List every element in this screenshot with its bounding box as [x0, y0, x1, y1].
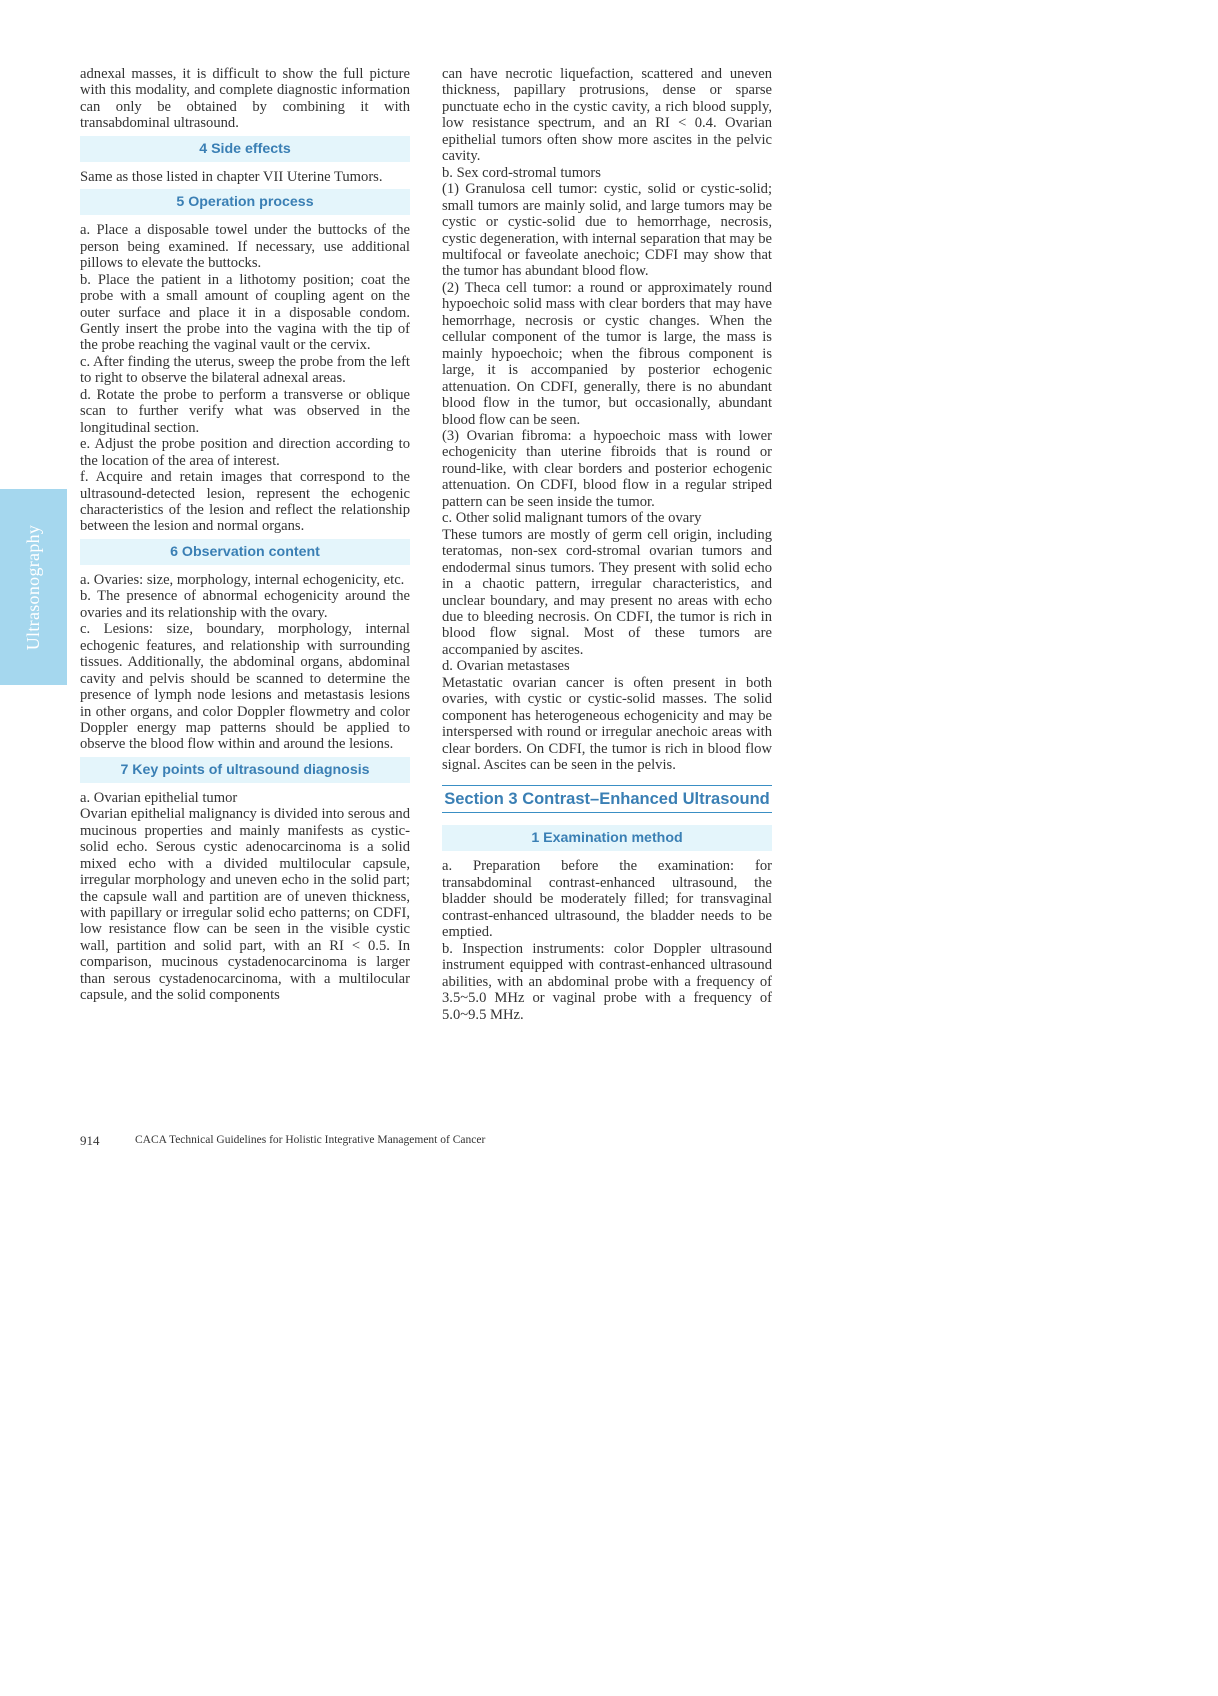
- key-point-b-2: (2) Theca cell tumor: a round or approximately round hypoechoic solid mass with clear borders that may have hemorrhage, necrosis or cystic changes. When the cellular component of the tumor is large, the mass is mainly hypoechoic; when the fibrous component is large, it is accompanied by posterior echogenic attenuation. On CDFI, generally, there is no abundant blood flow in the tumor, but occasionally, abundant blood flow can be seen.: [442, 279, 772, 428]
- key-point-b-title: b. Sex cord-stromal tumors: [442, 164, 601, 181]
- side-tab: [0, 489, 67, 685]
- heading-key-points: 7 Key points of ultrasound diagnosis: [80, 757, 410, 783]
- operation-item-e: e. Adjust the probe position and direction according to the location of the area of interest.: [80, 436, 410, 469]
- page-number: 914: [80, 1133, 100, 1148]
- heading-observation-content: 6 Observation content: [80, 539, 410, 565]
- key-point-d-title: d. Ovarian metastases: [442, 658, 570, 675]
- key-point-a-title: a. Ovarian epithelial tumor: [80, 789, 238, 806]
- key-point-a-text: Ovarian epithelial malignancy is divided into serous and mucinous properties and mainly manifests as cystic-solid echo. Serous cystic adenocarcinoma is a solid mixed echo with a divided multilocular capsule, irregular morphology and uneven echo in the solid part; the capsule wall and partition are of uneven thickness, with papillary or irregular solid echo patterns; on CDFI, low resistance flow can be seen in the visible cystic wall, partition and solid part, with an RI < 0.5. In comparison, mucinous cystadenocarcinoma is larger than serous cystadenocarcinoma, with a multilocular capsule, and the solid components: [80, 806, 410, 1004]
- side-tab-label: Ultrasonography: [23, 524, 44, 650]
- running-title: CACA Technical Guidelines for Holistic Integrative Management of Cancer: [135, 1134, 486, 1146]
- key-point-b-1: (1) Granulosa cell tumor: cystic, solid or cystic-solid; small tumors are mainly solid, and large tumors may be cystic or cystic-solid due to hemorrhage, necrosis, cystic degeneration, with internal separation that may be multifocal or faveolate anechoic; CDFI may show that the tumor has abundant blood flow.: [442, 181, 772, 280]
- observation-item-c: c. Lesions: size, boundary, morphology, internal echogenic features, and relationship with surrounding tissues. Additionally, the abdominal organs, abdominal cavity and pelvis should be scanned to determine the presence of lymph node lesions and metastasis lesions in other organs, and color Doppler flowmetry and color Doppler energy map patterns should be applied to observe the blood flow within and around the lesions.: [80, 621, 410, 753]
- intro-paragraph: adnexal masses, it is difficult to show the full picture with this modality, and complete diagnostic information can only be obtained by combining it with transabdominal ultrasound.: [80, 66, 410, 132]
- observation-item-b: b. The presence of abnormal echogenicity around the ovaries and its relationship with the ovary.: [80, 588, 410, 621]
- right-column: [442, 66, 772, 1023]
- key-point-c-text: These tumors are mostly of germ cell origin, including teratomas, non-sex cord-stromal ovarian tumors and endodermal sinus tumors. They present with solid echo in a chaotic pattern, irregular characteristics, and unclear boundary, and may present no areas with echo due to bleeding necrosis. On CDFI, the tumor is rich in blood flow signal. Most of these tumors are accompanied by ascites.: [442, 526, 772, 658]
- left-column: [80, 66, 410, 1004]
- exam-item-a: a. Preparation before the examination: for transabdominal contrast-enhanced ultrasound, the bladder should be moderately filled; for transvaginal contrast-enhanced ultrasound, the bladder needs to be emptied.: [442, 858, 772, 941]
- heading-examination-method: 1 Examination method: [442, 825, 772, 851]
- operation-item-d: d. Rotate the probe to perform a transverse or oblique scan to further verify what was observed in the longitudinal section.: [80, 386, 410, 436]
- key-point-d-text: Metastatic ovarian cancer is often present in both ovaries, with cystic or cystic-solid masses. The solid component has heterogeneous echogenicity and may be interspersed with round or irregular anechoic areas with clear borders. On CDFI, the tumor is rich in blood flow signal. Ascites can be seen in the pelvis.: [442, 674, 772, 774]
- page-footer: [80, 1133, 485, 1149]
- exam-item-b: b. Inspection instruments: color Doppler ultrasound instrument equipped with contrast-enhanced ultrasound abilities, with an abdominal probe with a frequency of 3.5~5.0 MHz or vaginal probe with a frequency of 5.0~9.5 MHz.: [442, 940, 772, 1023]
- operation-item-f: f. Acquire and retain images that correspond to the ultrasound-detected lesion, represent the echogenic characteristics of the lesion and reflect the relationship between the lesion and normal organs.: [80, 469, 410, 535]
- observation-item-a: a. Ovaries: size, morphology, internal echogenicity, etc.: [80, 571, 405, 588]
- heading-side-effects: 4 Side effects: [80, 136, 410, 162]
- side-effects-text: Same as those listed in chapter VII Uterine Tumors.: [80, 168, 383, 185]
- operation-item-b: b. Place the patient in a lithotomy position; coat the probe with a small amount of coupling agent on the outer surface and place it in a disposable condom. Gently insert the probe into the vagina with the tip of the probe reaching the vaginal vault or the cervix.: [80, 271, 410, 354]
- key-point-c-title: c. Other solid malignant tumors of the ovary: [442, 510, 702, 527]
- continued-paragraph: can have necrotic liquefaction, scattered and uneven thickness, papillary protrusions, dense or sparse punctuate echo in the cystic cavity, a rich blood supply, low resistance spectrum, and an RI < 0.4. Ovarian epithelial tumors often show more ascites in the pelvic cavity.: [442, 66, 772, 165]
- key-point-b-3: (3) Ovarian fibroma: a hypoechoic mass with lower echogenicity than uterine fibroids that is round or round-like, with clear borders and posterior echogenic attenuation. On CDFI, blood flow in a regular striped pattern can be seen inside the tumor.: [442, 427, 772, 510]
- operation-item-c: c. After finding the uterus, sweep the probe from the left to right to observe the bilateral adnexal areas.: [80, 353, 410, 387]
- operation-item-a: a. Place a disposable towel under the buttocks of the person being examined. If necessary, use additional pillows to elevate the buttocks.: [80, 222, 410, 272]
- heading-operation-process: 5 Operation process: [80, 189, 410, 215]
- section-heading: Section 3 Contrast–Enhanced Ultrasound: [442, 785, 772, 813]
